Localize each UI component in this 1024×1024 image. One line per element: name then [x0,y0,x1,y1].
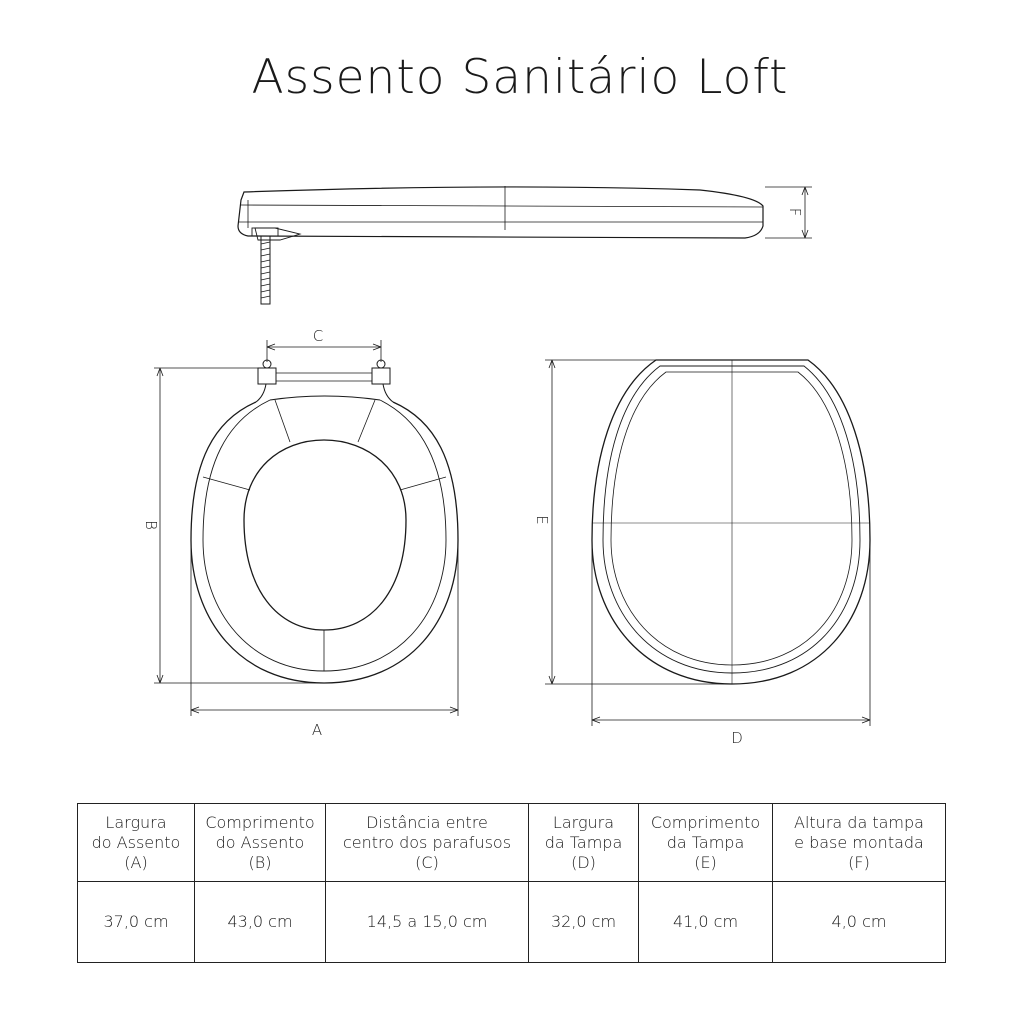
header-line: Distância entre [366,812,488,832]
lid-view [592,360,870,684]
dimension-d [592,545,870,726]
header-letter: (C) [415,852,439,872]
header-line: da Tampa [544,832,623,852]
header-cell [195,804,326,882]
header-cell [78,804,195,882]
header-line: e base montada [794,832,924,852]
header-line: do Assento [215,832,305,852]
value-cell: 43,0 cm [195,882,326,963]
dim-label-a: A [311,721,323,739]
dim-label-e: E [533,515,551,525]
header-letter: (F) [848,852,870,872]
header-line: Altura da tampa [794,812,924,832]
header-cell [773,804,946,882]
value-cell: 14,5 a 15,0 cm [326,882,529,963]
dim-label-f: F [786,207,804,217]
specifications-table [77,803,946,963]
value-cell: 37,0 cm [78,882,195,963]
value-cell: 32,0 cm [529,882,639,963]
header-cell [326,804,529,882]
dim-label-d: D [731,729,743,747]
value-cell: 4,0 cm [773,882,946,963]
header-line: Largura [105,812,167,832]
bolt-icon [261,236,270,304]
dimension-e [545,360,732,684]
table-header-row [78,804,946,882]
header-line: Comprimento [205,812,315,832]
header-line: Largura [552,812,615,832]
side-view [238,186,763,304]
header-letter: (A) [124,852,148,872]
header-line: Comprimento [650,812,761,832]
value-cell: 41,0 cm [639,882,773,963]
seat-view [191,360,458,683]
header-line: centro dos parafusos [342,832,512,852]
header-cell [529,804,639,882]
header-line: da Tampa [666,832,745,852]
page-title: Assento Sanitário Loft [251,50,789,105]
dim-label-c: C [312,327,324,345]
header-letter: (B) [248,852,272,872]
header-letter: (E) [694,852,717,872]
header-line: do Assento [91,832,181,852]
header-cell [639,804,773,882]
dimension-c [267,340,381,362]
dim-label-b: B [142,520,160,530]
table-value-row [78,882,946,963]
header-letter: (D) [571,852,596,872]
